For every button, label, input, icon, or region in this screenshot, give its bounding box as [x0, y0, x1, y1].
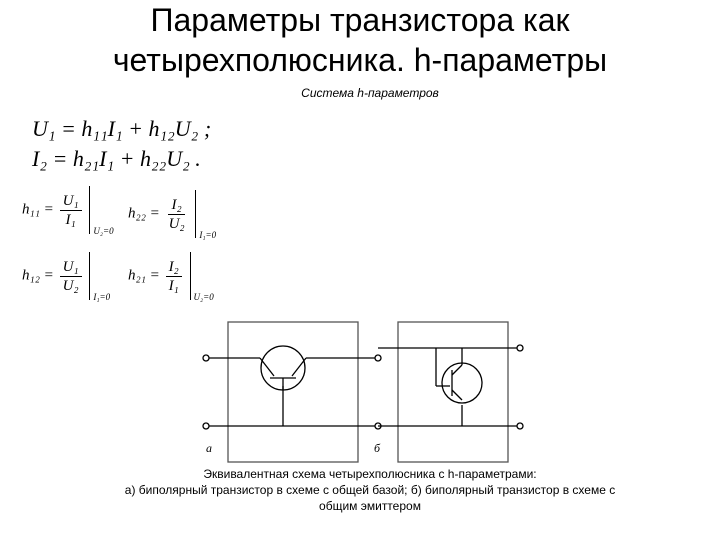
circuit-a-frame — [228, 322, 358, 462]
title-line-2: четырехполюсника. h-параметры — [112, 42, 608, 78]
caption-line-2: а) биполярный транзистор в схеме с общей базой; б) биполярный транзистор в схеме с — [124, 483, 616, 497]
h22-num: I₂ — [168, 196, 184, 215]
h21-lhs: h₂₁ = — [128, 267, 160, 284]
circuit-b-frame — [398, 322, 508, 462]
figure-caption — [70, 466, 670, 514]
h22-lhs: h₂₂ = — [128, 205, 160, 222]
circuit-a-terminal-3 — [375, 355, 381, 361]
circuit-a-terminal-2 — [203, 423, 209, 429]
circuit-b-emitter — [452, 390, 462, 400]
h22-cond: I₁=0 — [199, 230, 217, 240]
figure-label-a: а — [206, 441, 212, 455]
h12-den: U₂ — [62, 277, 79, 294]
circuit-b-terminal-1 — [517, 345, 523, 351]
h22-den: U₂ — [168, 215, 185, 232]
equation-2: I₂ = h₂₁I₁ + h₂₂U₂ . — [32, 146, 201, 171]
caption-line-1: Эквивалентная схема четырехполюсника с h-параметрами: — [203, 467, 537, 481]
circuit-a-terminal-1 — [203, 355, 209, 361]
title-line-1: Параметры транзистора как — [150, 2, 570, 38]
h11-cond: U₂=0 — [93, 226, 114, 236]
h11-num: U₁ — [60, 192, 82, 211]
h11-den: I₁ — [65, 211, 76, 228]
circuit-b-collector — [452, 365, 462, 375]
figure-label-b: б — [374, 441, 381, 455]
h12-lhs: h₁₂ = — [22, 267, 54, 284]
h12-num: U₁ — [60, 258, 82, 277]
circuit-b-terminal-2 — [517, 423, 523, 429]
h21-cond: U₂=0 — [193, 292, 214, 302]
circuit-b-transistor-circle — [442, 363, 482, 403]
h12-cond: I₁=0 — [93, 292, 111, 302]
h21-num: I₂ — [166, 258, 182, 277]
caption-line-3: общим эмиттером — [319, 499, 421, 513]
h11-lhs: h₁₁ = — [22, 201, 54, 218]
equation-1: U₁ = h₁₁I₁ + h₁₂U₂ ; — [32, 116, 212, 141]
subtitle: Система h-параметров — [301, 86, 439, 100]
h21-den: I₁ — [168, 277, 179, 294]
